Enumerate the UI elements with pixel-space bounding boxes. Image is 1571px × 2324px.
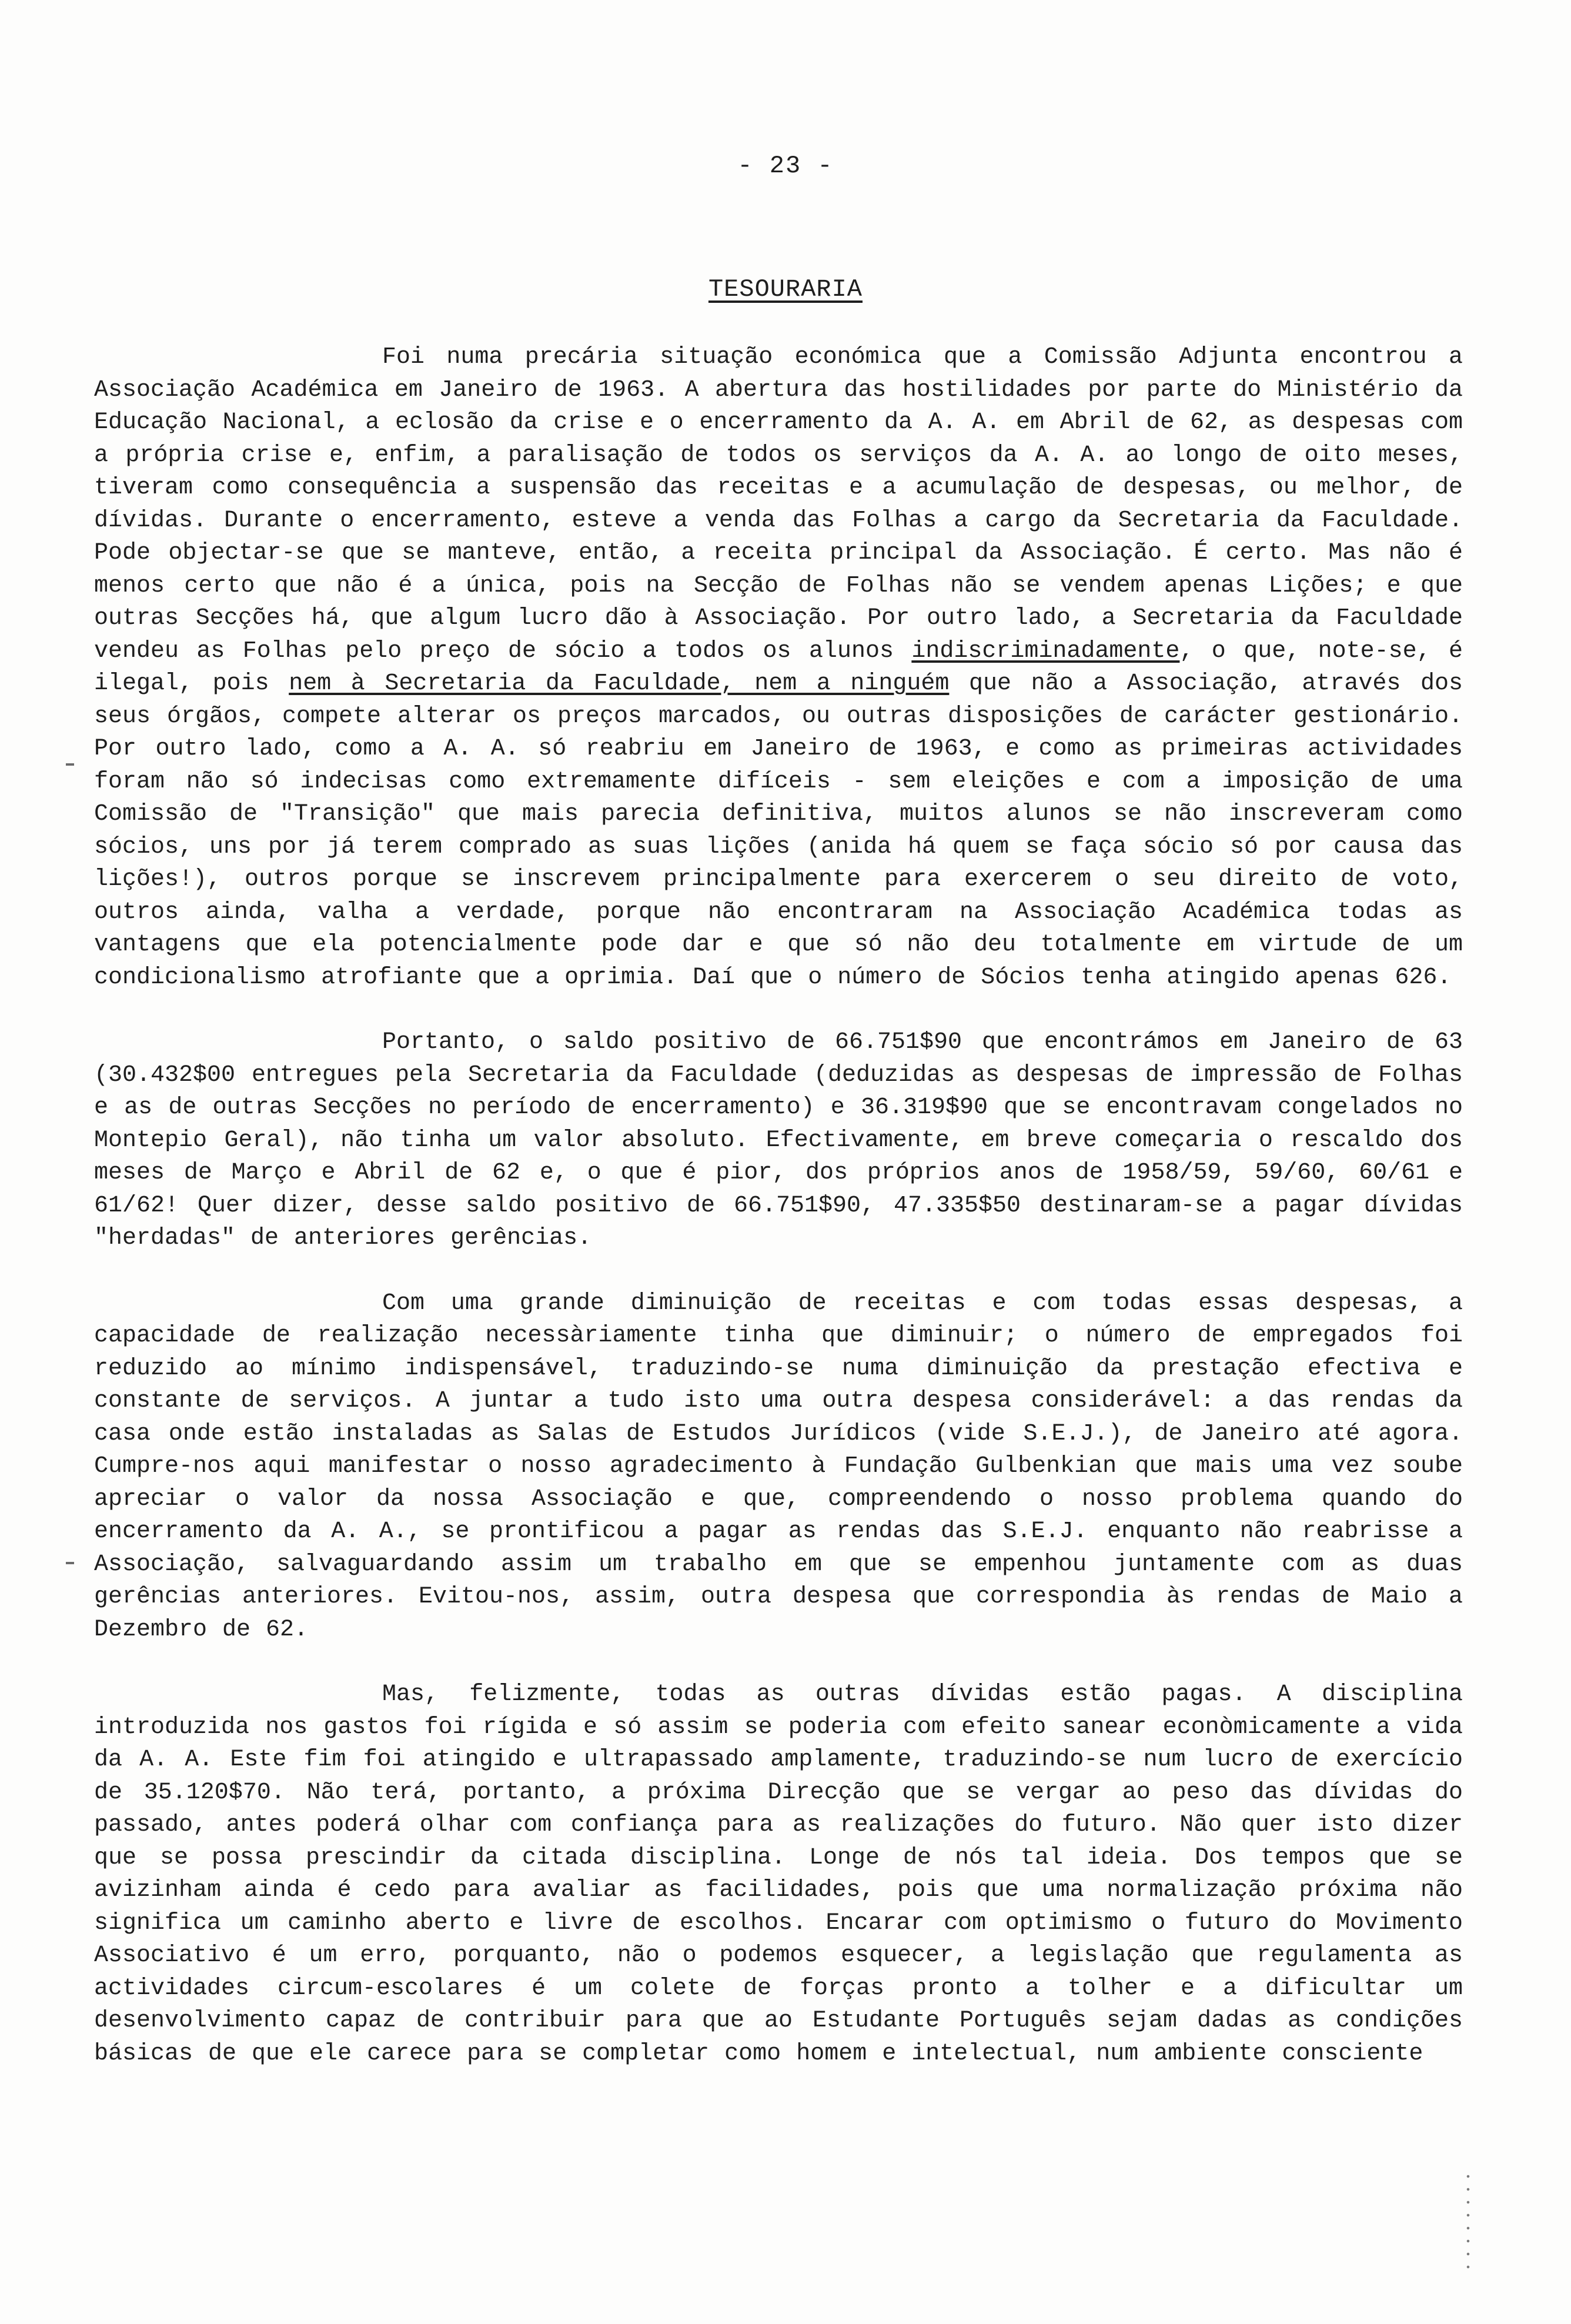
paragraph-2: Portanto, o saldo positivo de 66.751$90 que encontrámos em Janeiro de 63 (30.432$00 entregues pela Secretaria da Faculdade (deduzidas as despesas de impressão de Folhas e as de outras Secções no período de encerramento) e 36.319$90 que se encontravam congelados no Montepio Geral), não tinha um valor absoluto. Efectivamente, em breve começaria o rescaldo dos meses de Março e Abril de 62 e, o que é pior, dos próprios anos de 1958/59, 59/60, 60/61 e 61/62! Quer dizer, desse saldo positivo de 66.751$90, 47.335$50 destinaram-se a pagar dívidas "herdadas" de anteriores gerências. [94,1029,1463,1251]
paragraph-4: Mas, felizmente, todas as outras dívidas estão pagas. A disciplina introduzida nos gastos foi rígida e só assim se poderia com efeito sanear econòmicamente a vida da A. A. Este fim foi atingido e ultrapassado amplamente, traduzindo-se num lucro de exercício de 35.120$70. Não terá, portanto, a próxima Direcção que se vergar ao peso das dívidas do passado, antes poderá olhar com confiança para as realizações do futuro. Não quer isto dizer que se possa prescindir da citada disciplina. Longe de nós tal ideia. Dos tempos que se avizinham ainda é cedo para avaliar as facilidades, pois que uma normalização próxima não significa um caminho aberto e livre de escolhos. Encarar com optimismo o futuro do Movimento Associativo é um erro, porquanto, não o podemos esquecer, a legislação que regulamenta as actividades circum-escolares é um colete de forças pronto a tolher e a dificultar um desenvolvimento capaz de contribuir para que ao Estudante Português sejam dadas as condições básicas de que ele carece para se completar como homem e intelectual, num ambiente consciente [94,1681,1463,2067]
scan-edge-dots [1465,2170,1471,2276]
document-body [94,341,1463,2070]
paragraph-1-part-b: , o que, note-se, é ilegal, pois [94,637,1463,697]
paragraph-1-part-c: que não a Associação, através dos seus órgãos, compete alterar os preços marcados, ou outras disposições de carácter gestionário. Por outro lado, como a A. A. só reabriu em Janeiro de 1963, e como as primeiras actividades foram não só indecisas como extremamente difíceis - sem eleições e com a imposição de uma Comissão de "Transição" que mais parecia definitiva, muitos alunos se não inscreveram como sócios, uns por já terem comprado as suas lições (anida há quem se faça sócio só por causa das lições!), outros porque se inscrevem principalmente para exercerem o seu direito de voto, outros ainda, valha a verdade, porque não encontraram na Associação Académica todas as vantagens que ela potencialmente pode dar e que só não deu totalmente em virtude de um condicionalismo atrofiante que a oprimia. Daí que o número de Sócios tenha atingido apenas 626. [94,670,1463,991]
underlined-phrase-indiscriminadamente: indiscriminadamente [911,637,1180,665]
page-number: - 23 - [737,152,834,180]
margin-mark [66,763,74,766]
paragraph-3: Com uma grande diminuição de receitas e com todas essas despesas, a capacidade de realização necessàriamente tinha que diminuir; o número de empregados foi reduzido ao mínimo indispensável, traduzindo-se numa diminuição da prestação efectiva e constante de serviços. A juntar a tudo isto uma outra despesa considerável: a das rendas da casa onde estão instaladas as Salas de Estudos Jurídicos (vide S.E.J.), de Janeiro até agora. Cumpre-nos aqui manifestar o nosso agradecimento à Fundação Gulbenkian que mais uma vez soube apreciar o valor da nossa Associação e que, compreendendo o nosso problema quando do encerramento da A. A., se prontificou a pagar as rendas das S.E.J. enquanto não reabrisse a Associação, salvaguardando assim um trabalho em que se empenhou juntamente com as duas gerências anteriores. Evitou-nos, assim, outra despesa que correspondia às rendas de Maio a Dezembro de 62. [94,1290,1463,1643]
section-title: TESOURARIA [708,275,863,303]
paragraph-1-part-a: Foi numa precária situação económica que a Comissão Adjunta encontrou a Associação Académica em Janeiro de 1963. A abertura das hostilidades por parte do Ministério da Educação Nacional, a eclosão da crise e o encerramento da A. A. em Abril de 62, as despesas com a própria crise e, enfim, a paralisação de todos os serviços da A. A. ao longo de oito meses, tiveram como consequência a suspensão das receitas e a acumulação de despesas, ou melhor, de dívidas. Durante o encerramento, esteve a venda das Folhas a cargo da Secretaria da Faculdade. Pode objectar-se que se manteve, então, a receita principal da Associação. É certo. Mas não é menos certo que não é a única, pois na Secção de Folhas não se vendem apenas Lições; e que outras Secções há, que algum lucro dão à Associação. Por outro lado, a Secretaria da Faculdade vendeu as Folhas pelo preço de sócio a todos os alunos [94,344,1463,665]
underlined-phrase-secretaria: nem à Secretaria da Faculdade, nem a ninguém [289,670,950,697]
paragraph-1 [94,341,1463,994]
margin-mark [66,1562,74,1564]
